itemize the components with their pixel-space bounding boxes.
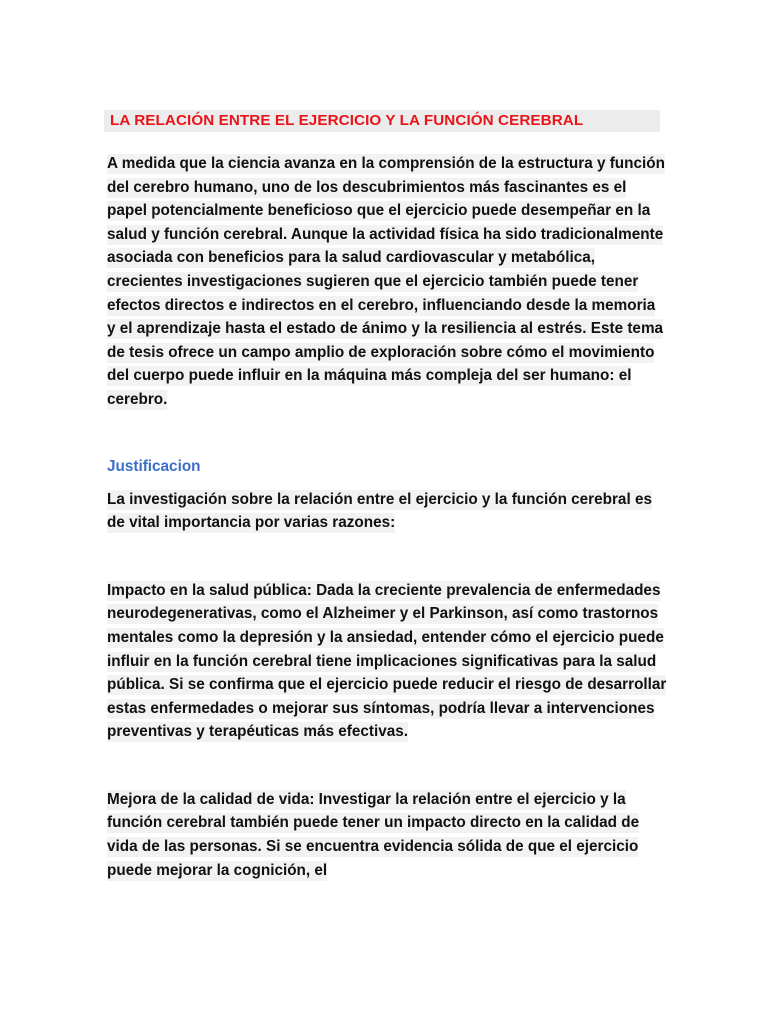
- document-title: LA RELACIÓN ENTRE EL EJERCICIO Y LA FUNCIÓN CEREBRAL: [110, 112, 584, 129]
- justification-intro-paragraph: [107, 488, 667, 535]
- justification-heading: Justificacion: [107, 457, 201, 475]
- impact-paragraph: [107, 579, 667, 744]
- impact-text: Impacto en la salud pública: Dada la creciente prevalencia de enfermedades neurodegenerativas, como el Alzheimer y el Parkinson, así como trastornos mentales como la depresión y la ansiedad, entender cómo el ejercicio puede influir en la función cerebral tiene implicaciones significativas para la salud pública. Si se confirma que el ejercicio puede reducir el riesgo de desarrollar estas enfermedades o mejorar sus síntomas, podría llevar a intervenciones preventivas y terapéuticas más efectivas.: [107, 581, 667, 741]
- document-page: [107, 110, 667, 882]
- justification-intro-text: La investigación sobre la relación entre el ejercicio y la función cerebral es de vital importancia por varias razones:: [107, 490, 652, 532]
- quality-text: Mejora de la calidad de vida: Investigar la relación entre el ejercicio y la función cerebral también puede tener un impacto directo en la calidad de vida de las personas. Si se encuentra evidencia sólida de que el ejercicio puede mejorar la cognición, el: [107, 790, 640, 879]
- quality-paragraph: [107, 788, 667, 882]
- intro-paragraph: [107, 152, 667, 412]
- title-highlight: [104, 110, 660, 132]
- intro-text: A medida que la ciencia avanza en la comprensión de la estructura y función del cerebro humano, uno de los descubrimientos más fascinantes es el papel potencialmente beneficioso que el ejercicio puede desempeñar en la salud y función cerebral. Aunque la actividad física ha sido tradicionalmente asociada con beneficios para la salud cardiovascular y metabólica, crecientes investigaciones sugieren que el ejercicio también puede tener efectos directos e indirectos en el cerebro, influenciando desde la memoria y el aprendizaje hasta el estado de ánimo y la resiliencia al estrés. Este tema de tesis ofrece un campo amplio de exploración sobre cómo el movimiento del cuerpo puede influir en la máquina más compleja del ser humano: el cerebro.: [107, 155, 665, 408]
